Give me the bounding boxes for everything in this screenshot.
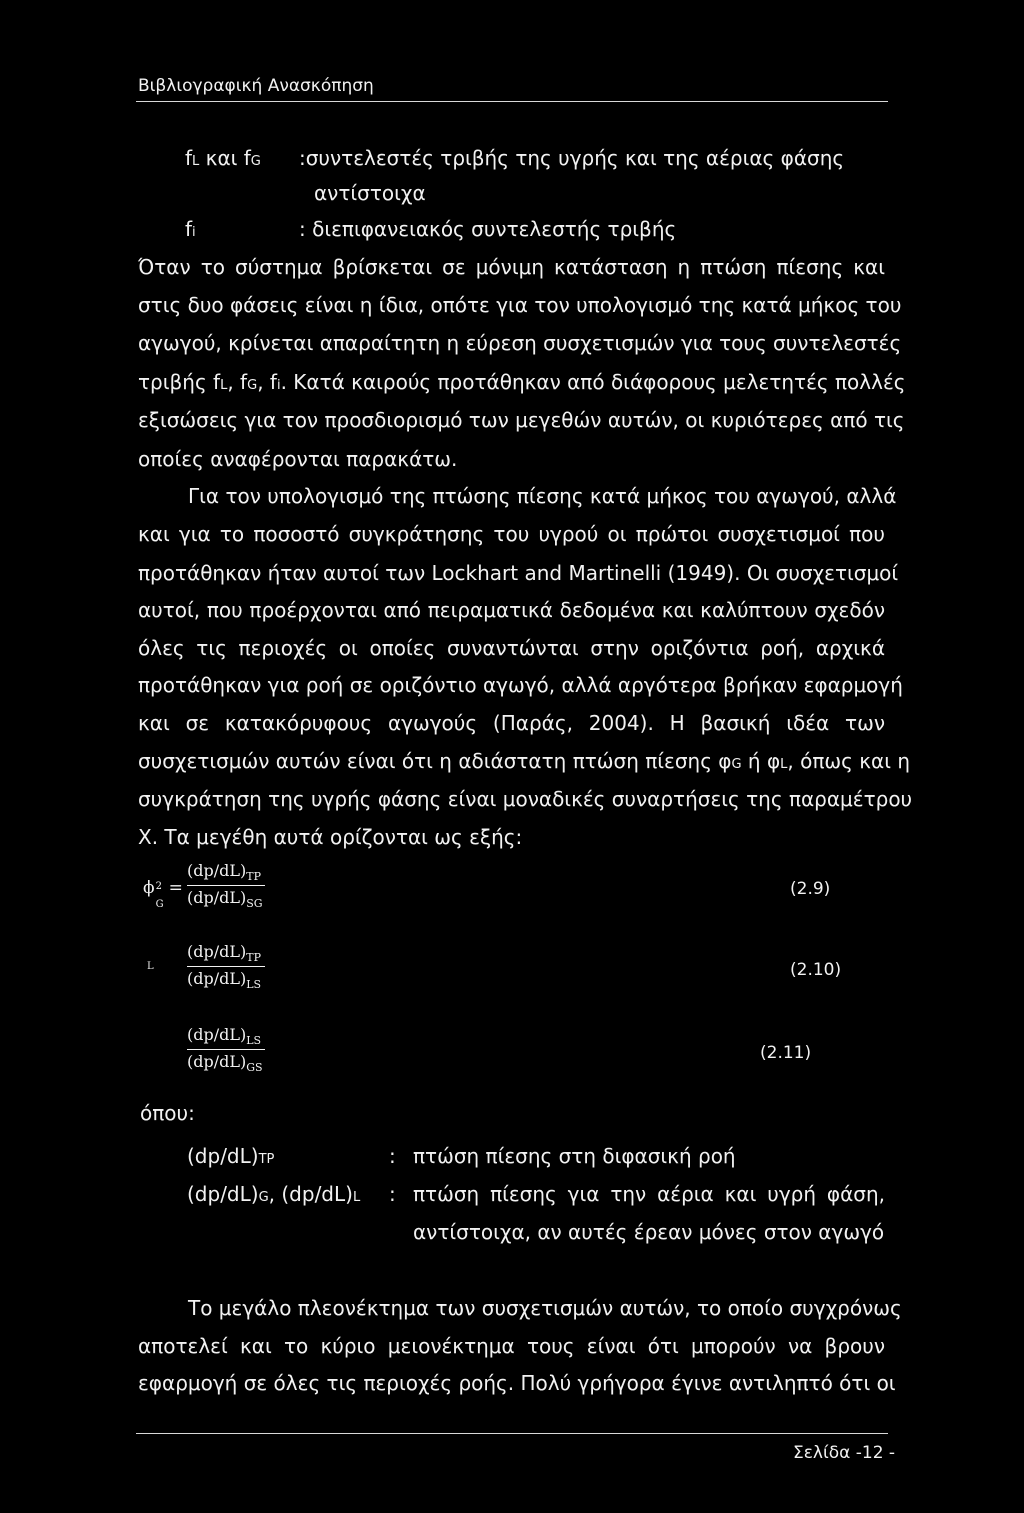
page-number: Σελίδα -12 - — [793, 1443, 896, 1463]
paragraph-1-line-6: οποίες αναφέρονται παρακάτω. — [138, 447, 458, 471]
paragraph-2-line-7: και σε κατακόρυφους αγωγούς (Παράς, 2004). Η βασική ιδέα των — [138, 711, 885, 735]
equation-2-9-label: (2.9) — [790, 879, 831, 899]
paragraph-1-line-4: τριβής fL, fG, fi. Κατά καιρούς προτάθηκαν από διάφορους μελετητές πολλές — [138, 370, 906, 394]
paragraph-1-line-5: εξισώσεις για τον προσδιορισμό των μεγεθών αυτών, οι κυριότερες από τις — [138, 408, 905, 432]
paragraph-1-line-1: Όταν το σύστημα βρίσκεται σε μόνιμη κατάσταση η πτώση πίεσης και — [138, 255, 885, 279]
where-item-g-l-symbol: (dp/dL)G, (dp/dL)L — [187, 1182, 361, 1206]
paragraph-2-line-6: προτάθηκαν για ροή σε οριζόντιο αγωγό, αλλά αργότερα βρήκαν εφαρμογή — [138, 673, 903, 697]
definition-fl-fg-text: :συντελεστές τριβής της υγρής και της αέριας φάσης — [299, 146, 845, 170]
equation-2-10-label: (2.10) — [790, 960, 842, 980]
paragraph-1-line-3: αγωγού, κρίνεται απαραίτητη η εύρεση συσχετισμών για τους συντελεστές — [138, 331, 902, 355]
where-item-tp-text: πτώση πίεσης στη διφασική ροή — [413, 1144, 736, 1168]
paragraph-2-line-1: Για τον υπολογισμό της πτώσης πίεσης κατά μήκος του αγωγού, αλλά — [188, 484, 897, 508]
definition-fi-text: : διεπιφανειακός συντελεστής τριβής — [299, 217, 677, 241]
equation-2-9-lhs: ϕ 2 G = — [143, 878, 183, 910]
paragraph-2-line-2: και για το ποσοστό συγκράτησης του υγρού οι πρώτοι συσχετισμοί που — [138, 522, 885, 546]
definition-fl-fg-symbol: fL και fG — [185, 146, 261, 170]
paragraph-3-line-2: αποτελεί και το κύριο μειονέκτημα τους είναι ότι μπορούν να βρουν — [138, 1334, 885, 1358]
where-item-tp-symbol: (dp/dL)TP — [187, 1144, 275, 1168]
paragraph-2-line-9: συγκράτηση της υγρής φάσης είναι μοναδικές συναρτήσεις της παραμέτρου — [138, 787, 913, 811]
where-label: όπου: — [140, 1101, 195, 1125]
equation-2-11-fraction: $\frac{(dp/dL)_{LS}}{(dp/dL)_{GS}}$ — [187, 1025, 265, 1074]
paragraph-3-line-3: εφαρμογή σε όλες τις περιοχές ροής. Πολύ γρήγορα έγινε αντιληπτό ότι οι — [138, 1371, 896, 1395]
paragraph-2-line-10: X. Τα μεγέθη αυτά ορίζονται ως εξής: — [138, 825, 523, 849]
definition-fl-fg-text-cont: αντίστοιχα — [314, 181, 426, 205]
where-item-g-l-text-cont: αντίστοιχα, αν αυτές έρεαν μόνες στον αγωγό — [413, 1220, 885, 1244]
equation-2-10-lhs: L — [147, 961, 154, 972]
paragraph-1-line-2: στις δυο φάσεις είναι η ίδια, οπότε για τον υπολογισμό της κατά μήκος του — [138, 293, 902, 317]
where-item-g-l-colon: : — [389, 1182, 396, 1206]
equation-2-11-label: (2.11) — [760, 1043, 812, 1063]
header-rule — [136, 101, 888, 102]
definition-fi-symbol: fi — [185, 217, 196, 241]
equation-2-10-fraction: $\frac{(dp/dL)_{TP}}{(dp/dL)_{LS}}$ — [187, 942, 265, 991]
footer-rule — [136, 1433, 888, 1434]
paragraph-2-line-4: αυτοί, που προέρχονται από πειραματικά δεδομένα και καλύπτουν σχεδόν — [138, 598, 885, 622]
where-item-tp-colon: : — [389, 1144, 396, 1168]
equation-2-9-fraction: $\frac{(dp/dL)_{TP}}{(dp/dL)_{SG}}$ — [187, 861, 265, 910]
paragraph-2-line-3: προτάθηκαν ήταν αυτοί των Lockhart and Martinelli (1949). Οι συσχετισμοί — [138, 561, 899, 585]
paragraph-2-line-8: συσχετισμών αυτών είναι ότι η αδιάστατη πτώση πίεσης φG ή φL, όπως και η — [138, 749, 911, 773]
where-item-g-l-text: πτώση πίεσης για την αέρια και υγρή φάση, — [413, 1182, 885, 1206]
paragraph-3-line-1: Το μεγάλο πλεονέκτημα των συσχετισμών αυτών, το οποίο συγχρόνως — [188, 1296, 902, 1320]
page-header: Βιβλιογραφική Ανασκόπηση — [138, 76, 374, 96]
paragraph-2-line-5: όλες τις περιοχές οι οποίες συναντώνται στην οριζόντια ροή, αρχικά — [138, 636, 885, 660]
